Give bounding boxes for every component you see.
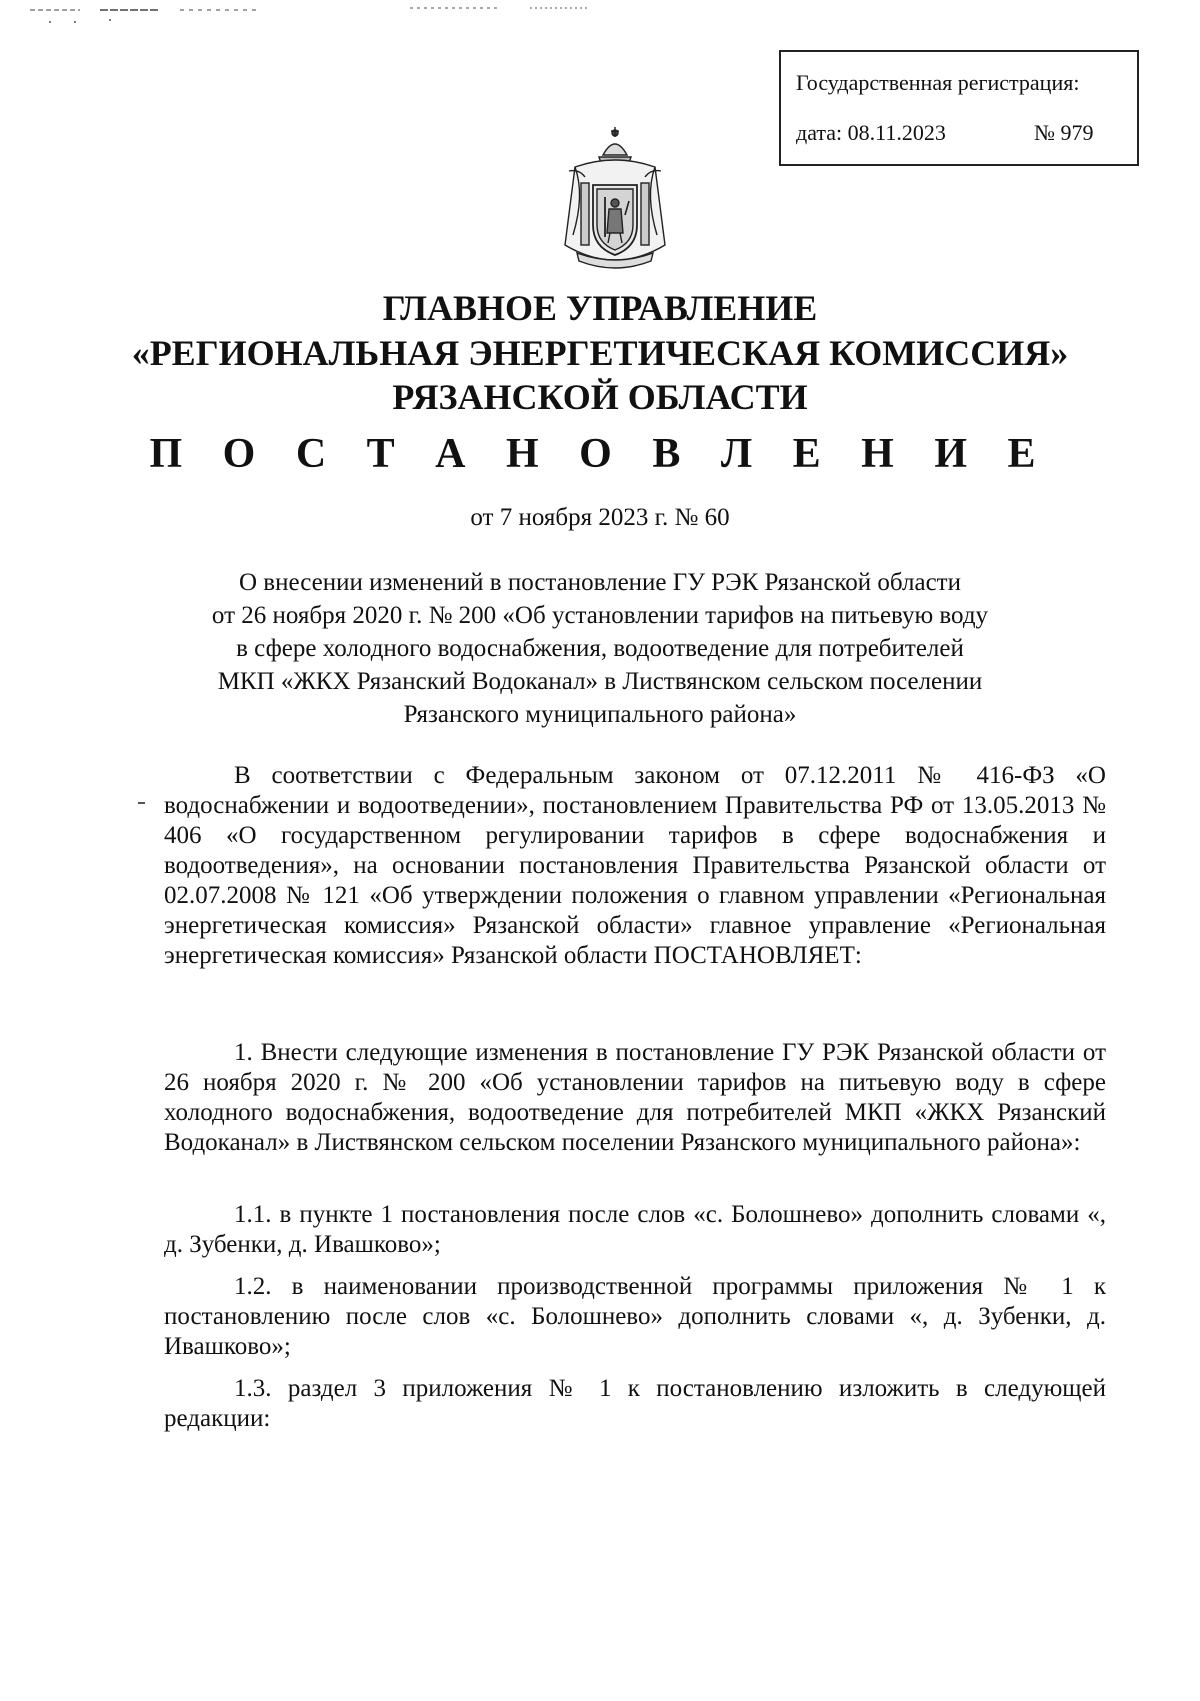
scan-dash-mark	[138, 802, 145, 804]
authority-name-line-1: ГЛАВНОЕ УПРАВЛЕНИЕ	[382, 288, 818, 328]
authority-name-line-3: РЯЗАНСКОЙ ОБЛАСТИ	[392, 377, 808, 417]
subject-line: МКП «ЖКХ Рязанский Водоканал» в Листвянском сельском поселении	[217, 668, 983, 695]
registration-number: № 979	[1034, 120, 1094, 145]
subject-line: в сфере холодного водоснабжения, водоотведение для потребителей	[236, 635, 964, 662]
subject-line: О внесении изменений в постановление ГУ РЭК Рязанской области	[239, 569, 961, 596]
basis-paragraph: В соответствии с Федеральным законом от 07.12.2011 № 416-ФЗ «О водоснабжении и водоотведении», постановлением Правительства РФ от 13.05.2013 № 406 «О государственном регулировании тарифов в сфере водоснабжения и водоотведения», на основании постановления Правительства Рязанской области от 02.07.2008 № 121 «Об утверждении положения о главном управлении «Региональная энергетическая комиссия» Рязанской области» главное управление «Региональная энергетическая комиссия» Рязанской области ПОСТАНОВЛЯЕТ:	[164, 762, 1106, 969]
registration-date: дата: 08.11.2023	[796, 120, 946, 145]
item-1-1-paragraph: 1.1. в пункте 1 постановления после слов «с. Болошнево» дополнить словами «, д. Зубенки, д. Ивашково»;	[164, 1201, 1106, 1258]
item-1-3-paragraph: 1.3. раздел 3 приложения № 1 к постановлению изложить в следующей редакции:	[164, 1375, 1106, 1432]
decree-title: П О С Т А Н О В Л Е Н И Е	[149, 431, 1051, 477]
decree-subject	[100, 566, 1100, 731]
registration-stamp	[779, 50, 1139, 166]
subject-line: Рязанского муниципального района»	[403, 701, 797, 728]
item-1-2-paragraph: 1.2. в наименовании производственной программы приложения № 1 к постановлению после слов «с. Болошнево» дополнить словами «, д. Зубенки, д. Ивашково»;	[164, 1273, 1106, 1360]
authority-name-line-2: «РЕГИОНАЛЬНАЯ ЭНЕРГЕТИЧЕСКАЯ КОМИССИЯ»	[131, 333, 1069, 373]
subject-line: от 26 ноября 2020 г. № 200 «Об установлении тарифов на питьевую воду	[211, 602, 989, 629]
scan-artifact-marks	[30, 4, 590, 28]
item-1-paragraph: 1. Внести следующие изменения в постановление ГУ РЭК Рязанской области от 26 ноября 2020 г. № 200 «Об установлении тарифов на питьевую воду в сфере холодного водоснабжения, водоотведение для потребителей МКП «ЖКХ Рязанский Водоканал» в Листвянском сельском поселении Рязанского муниципального района»:	[164, 1039, 1106, 1156]
coat-of-arms-emblem	[555, 125, 675, 280]
decree-date: от 7 ноября 2023 г. № 60	[470, 504, 730, 531]
registration-title: Государственная регистрация:	[796, 70, 1080, 95]
